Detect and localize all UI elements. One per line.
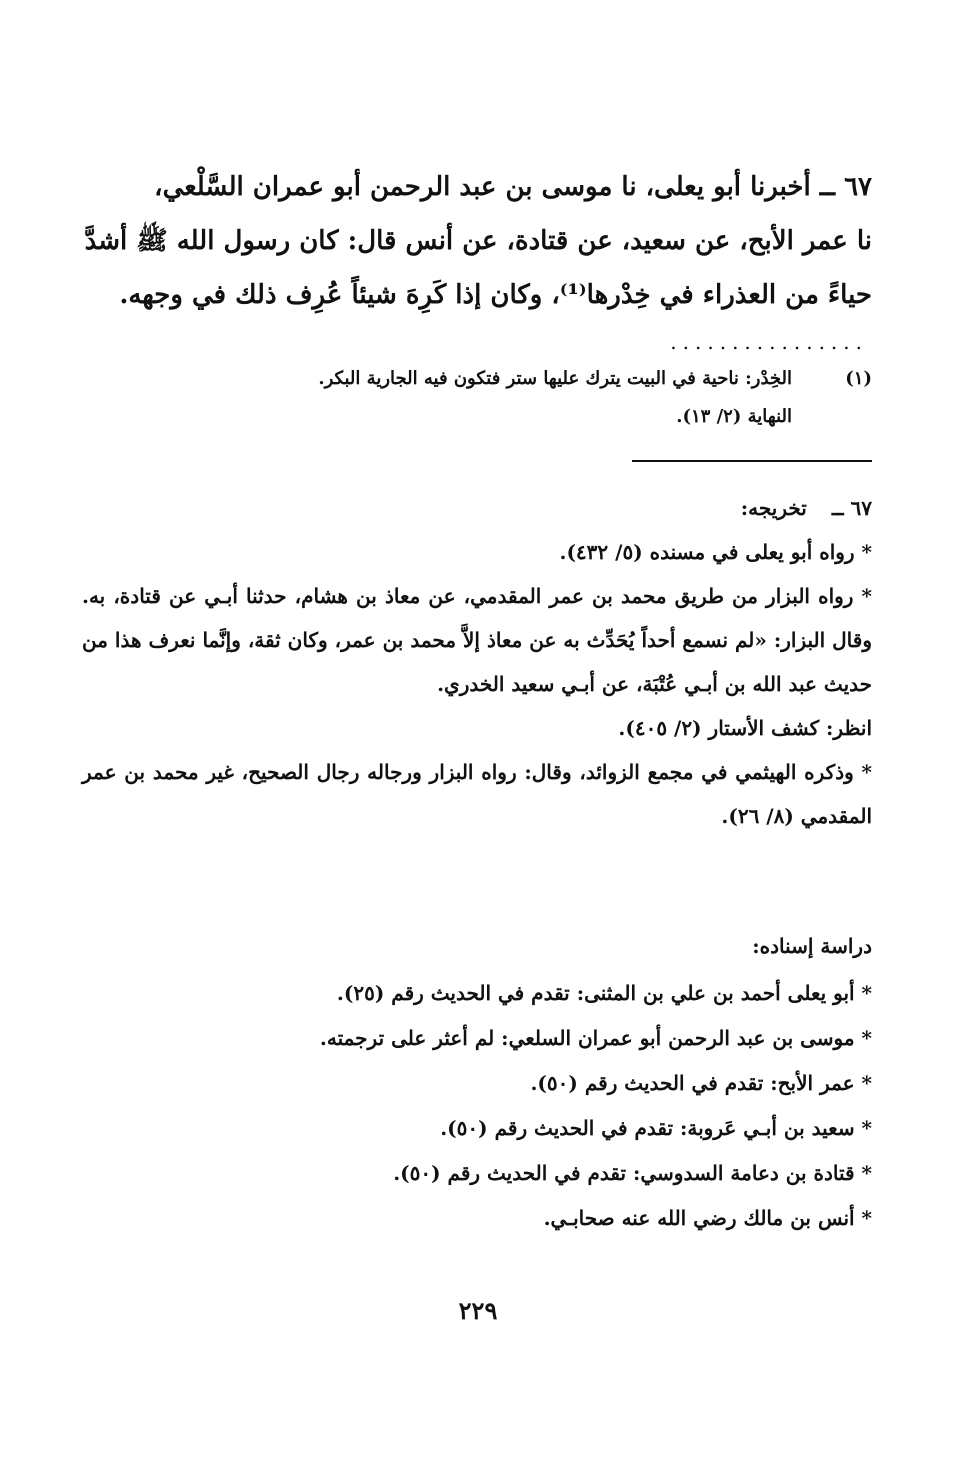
dirasa-item: * أبو يعلى أحمد بن علي بن المثنى: تقدم في الحديث رقم (٢٥). [336, 981, 872, 1005]
footnote [82, 360, 872, 436]
hadith-line-2: نا عمر الأبح، عن سعيد، عن قتادة، عن أنس قال: كان رسول الله ﷺ أشدَّ [84, 226, 872, 256]
takhrij-item: * وذكره الهيثمي في مجمع الزوائد، وقال: رواه البزار ورجاله رجال الصحيح، غير محمد بن عمر المقدمي (٨/ ٢٦). [82, 760, 872, 828]
takhrij-section [82, 486, 872, 838]
takhrij-item: * رواه أبو يعلى في مسنده (٥/ ٤٣٢). [559, 540, 872, 564]
footnote-line-2: النهاية (٢/ ١٣). [676, 406, 792, 427]
dirasa-item: * سعيد بن أبـي عَروبة: تقدم في الحديث رقم (٥٠). [440, 1116, 872, 1140]
divider-rule [632, 460, 872, 462]
dirasa-item: * موسى بن عبد الرحمن أبو عمران السلعي: لم أعثر على ترجمته. [319, 1026, 872, 1050]
dirasa-item: * قتادة بن دعامة السدوسي: تقدم في الحديث رقم (٥٠). [393, 1161, 872, 1185]
takhrij-number: ٦٧ ــ [831, 496, 872, 520]
footnote-line-1: الخِدْر: ناحية في البيت يترك عليها ستر فتكون فيه الجارية البكر. [318, 368, 792, 389]
dirasa-item: * عمر الأبح: تقدم في الحديث رقم (٥٠). [530, 1071, 872, 1095]
dirasa-section [82, 924, 872, 1241]
hadith-line-1: ٦٧ ــ أخبرنا أبو يعلى، نا موسى بن عبد الرحمن أبو عمران السَّلْعي، [154, 172, 872, 202]
takhrij-title: تخريجه: [740, 496, 807, 520]
footnote-number: (١) [845, 368, 872, 389]
takhrij-item: انظر: كشف الأستار (٢/ ٤٠٥). [618, 716, 872, 740]
dirasa-item: * أنس بن مالك رضي الله عنه صحابـي. [543, 1206, 872, 1230]
takhrij-item: * رواه البزار من طريق محمد بن عمر المقدمي، عن معاذ بن هشام، حدثنا أبـي عن قتادة، به. وقال البزار: «لم نسمع أحداً يُحَدِّث به عن معاذ إلاَّ محمد بن عمر، وكان ثقة، وإنَّما نعرف هذا من حديث عبد الله بن أبـي عُتْبَة، عن أبـي سعيد الخدري. [82, 584, 873, 696]
hadith-text [82, 160, 872, 322]
page-number: ٢٢٩ [458, 1296, 498, 1325]
takhrij-heading [82, 486, 872, 530]
separator-dots: ................ [670, 330, 868, 354]
hadith-line-3: حياءً من العذراء في خِدْرها⁽¹⁾، وكان إذا كَرِهَ شيئاً عُرِف ذلك في وجهه. [119, 280, 872, 310]
dirasa-title: دراسة إسناده: [752, 934, 872, 958]
